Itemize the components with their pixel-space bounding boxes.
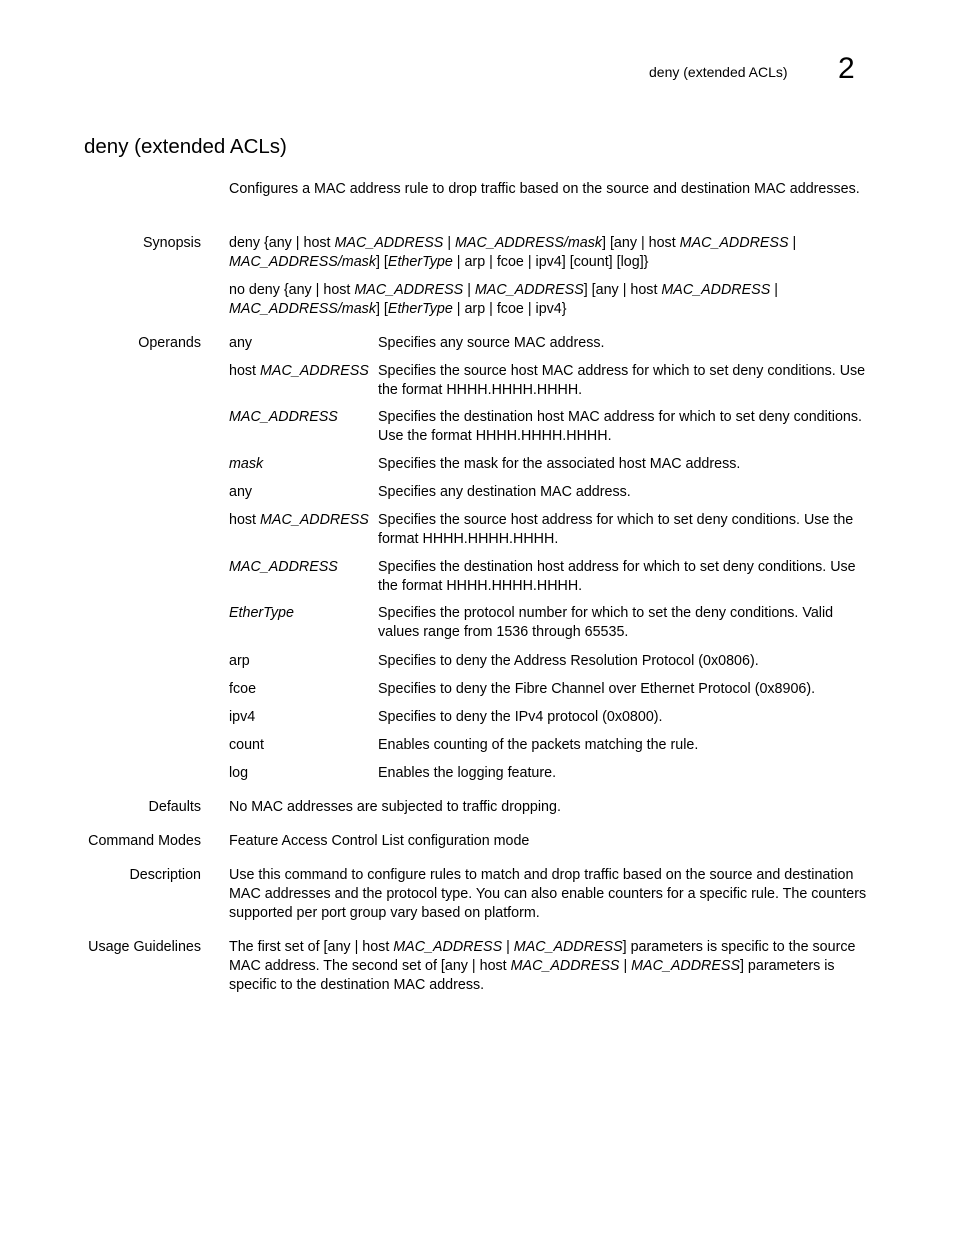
operand-description: Specifies the source host MAC address for which to set deny conditions. Use the format HHHH.HHHH.HHHH. — [378, 363, 866, 398]
usage-text: ] parameters is specific to the source MAC address. The second set of [ — [229, 939, 856, 974]
operand-description: Specifies to deny the Fibre Channel over Ethernet Protocol (0x8906). — [378, 681, 816, 697]
command-modes-text: Feature Access Control List configuration mode — [229, 833, 530, 849]
syn-var: MAC_ADDRESS — [657, 282, 771, 298]
syn-punct: ] [ — [583, 282, 596, 298]
usage-punct: | — [619, 958, 632, 974]
syn-kw: ipv4 — [535, 254, 562, 270]
synopsis-no-deny — [229, 281, 871, 319]
syn-kw: host — [323, 282, 351, 298]
syn-punct: { — [260, 235, 269, 251]
operand-description: Specifies the destination host address for which to set deny conditions. Use the format HHHH.HHHH.HHHH. — [378, 559, 856, 594]
syn-punct: } — [561, 301, 567, 317]
syn-punct: | — [636, 235, 649, 251]
usage-var: MAC_ADDRESS — [506, 958, 620, 974]
operand-description: Enables the logging feature. — [378, 765, 557, 781]
syn-punct: | — [463, 282, 475, 298]
syn-kw: fcoe — [496, 254, 524, 270]
defaults-text: No MAC addresses are subjected to traffic dropping. — [229, 799, 561, 815]
syn-var: EtherType — [387, 301, 453, 317]
usage-text: The first set of [ — [229, 939, 328, 955]
usage-kw: host — [362, 939, 390, 955]
operand-description: Specifies to deny the IPv4 protocol (0x0800). — [378, 709, 663, 725]
syn-var: MAC_ADDRESS — [675, 235, 789, 251]
operand-keyword: log — [229, 765, 249, 781]
syn-punct: ] [ — [375, 301, 388, 317]
description-text: Use this command to configure rules to match and drop traffic based on the source and destination MAC addresses and the protocol type. You can also enable counters for a specific rule. The counters supported per port group vary based on platform. — [229, 867, 867, 921]
operand-term — [229, 558, 377, 577]
syn-kw: ipv4 — [535, 301, 562, 317]
syn-punct: | — [523, 254, 536, 270]
syn-kw: any — [613, 235, 637, 251]
operand-term — [229, 652, 377, 671]
page-title: deny (extended ACLs) — [84, 135, 287, 158]
syn-punct: ] [ — [375, 254, 388, 270]
syn-kw: host — [303, 235, 331, 251]
syn-cmd: no deny — [229, 282, 280, 298]
operand-keyword: count — [229, 737, 264, 753]
command-modes-label: Command Modes — [88, 833, 201, 849]
syn-var: MAC_ADDRESS/mask — [229, 254, 376, 270]
running-head-title: deny (extended ACLs) — [649, 64, 788, 80]
syn-punct: | — [452, 254, 465, 270]
syn-punct: ]} — [639, 254, 649, 270]
syn-punct: { — [279, 282, 289, 298]
defaults-label: Defaults — [148, 799, 201, 815]
syn-kw: any — [268, 235, 292, 251]
synopsis-content — [229, 234, 871, 319]
syn-var: MAC_ADDRESS/mask — [229, 301, 376, 317]
synopsis-deny — [229, 234, 871, 272]
operand-description: Specifies the destination host MAC address for which to set deny conditions. Use the format HHHH.HHHH.HHHH. — [378, 409, 862, 444]
operand-term — [229, 455, 377, 474]
syn-kw: count — [573, 254, 609, 270]
operand-description: Specifies any destination MAC address. — [378, 484, 631, 500]
syn-var: MAC_ADDRESS — [330, 235, 444, 251]
syn-kw: host — [648, 235, 676, 251]
syn-punct: | — [443, 235, 456, 251]
operand-term — [229, 483, 377, 502]
operand-keyword: arp — [229, 653, 250, 669]
syn-kw: log — [620, 254, 640, 270]
usage-punct: | — [467, 958, 480, 974]
operand-variable: MAC_ADDRESS — [229, 409, 338, 425]
operand-keyword: fcoe — [229, 681, 257, 697]
syn-punct: ] [ — [608, 254, 621, 270]
operand-term — [229, 736, 377, 755]
operand-variable: mask — [229, 456, 264, 472]
usage-guidelines-text — [229, 938, 871, 995]
intro-paragraph: Configures a MAC address rule to drop traffic based on the source and destination MAC addresses. — [229, 181, 860, 197]
operand-variable: MAC_ADDRESS — [256, 512, 369, 528]
operand-term — [229, 604, 377, 623]
description-label: Description — [129, 867, 201, 883]
operand-description: Specifies the mask for the associated host MAC address. — [378, 456, 741, 472]
syn-var: MAC_ADDRESS — [350, 282, 464, 298]
usage-kw: host — [479, 958, 507, 974]
operand-description: Specifies to deny the Address Resolution Protocol (0x0806). — [378, 653, 759, 669]
syn-var: MAC_ADDRESS/mask — [455, 235, 602, 251]
operand-term — [229, 408, 377, 427]
operand-keyword: ipv4 — [229, 709, 256, 725]
syn-punct: | — [788, 235, 797, 251]
chapter-number: 2 — [838, 52, 855, 85]
operand-variable: EtherType — [229, 605, 294, 621]
syn-kw: arp — [464, 301, 486, 317]
usage-var: MAC_ADDRESS — [631, 958, 740, 974]
usage-punct: | — [350, 939, 363, 955]
operand-description: Specifies the protocol number for which to set the deny conditions. Valid values range from 1536 through 65535. — [378, 605, 834, 640]
operand-term — [229, 334, 377, 353]
syn-kw: fcoe — [496, 301, 524, 317]
syn-kw: any — [288, 282, 312, 298]
syn-punct: ] [ — [602, 235, 614, 251]
usage-kw: any — [444, 958, 468, 974]
syn-punct: | — [311, 282, 324, 298]
syn-punct: | — [485, 301, 497, 317]
operand-keyword: any — [229, 484, 253, 500]
operand-term — [229, 362, 377, 381]
usage-var: MAC_ADDRESS — [389, 939, 503, 955]
syn-kw: any — [595, 282, 619, 298]
syn-punct: | — [523, 301, 536, 317]
syn-cmd: deny — [229, 235, 261, 251]
operand-term — [229, 764, 377, 783]
operand-variable: MAC_ADDRESS — [256, 363, 369, 379]
syn-kw: arp — [464, 254, 486, 270]
syn-punct: | — [485, 254, 497, 270]
syn-punct: | — [291, 235, 304, 251]
operand-keyword: host — [229, 363, 257, 379]
operand-description: Specifies the source host address for which to set deny conditions. Use the format HHHH.HHHH.HHHH. — [378, 512, 854, 547]
operands-label: Operands — [138, 335, 201, 351]
syn-kw: host — [630, 282, 658, 298]
operand-keyword: any — [229, 335, 253, 351]
usage-text: ] parameters is specific to the destination MAC address. — [229, 958, 835, 993]
operand-description: Enables counting of the packets matching the rule. — [378, 737, 699, 753]
syn-punct: | — [770, 282, 778, 298]
operand-description: Specifies any source MAC address. — [378, 335, 605, 351]
usage-guidelines-label: Usage Guidelines — [88, 939, 201, 955]
usage-kw: any — [327, 939, 351, 955]
operand-keyword: host — [229, 512, 257, 528]
syn-punct: | — [452, 301, 465, 317]
synopsis-label: Synopsis — [142, 235, 201, 251]
syn-punct: | — [618, 282, 631, 298]
usage-var: MAC_ADDRESS — [513, 939, 623, 955]
operand-variable: MAC_ADDRESS — [229, 559, 338, 575]
syn-var: EtherType — [387, 254, 453, 270]
syn-punct: ] [ — [561, 254, 574, 270]
syn-var: MAC_ADDRESS — [474, 282, 584, 298]
operand-term — [229, 680, 377, 699]
operand-term — [229, 511, 377, 530]
usage-punct: | — [502, 939, 514, 955]
operand-term — [229, 708, 377, 727]
